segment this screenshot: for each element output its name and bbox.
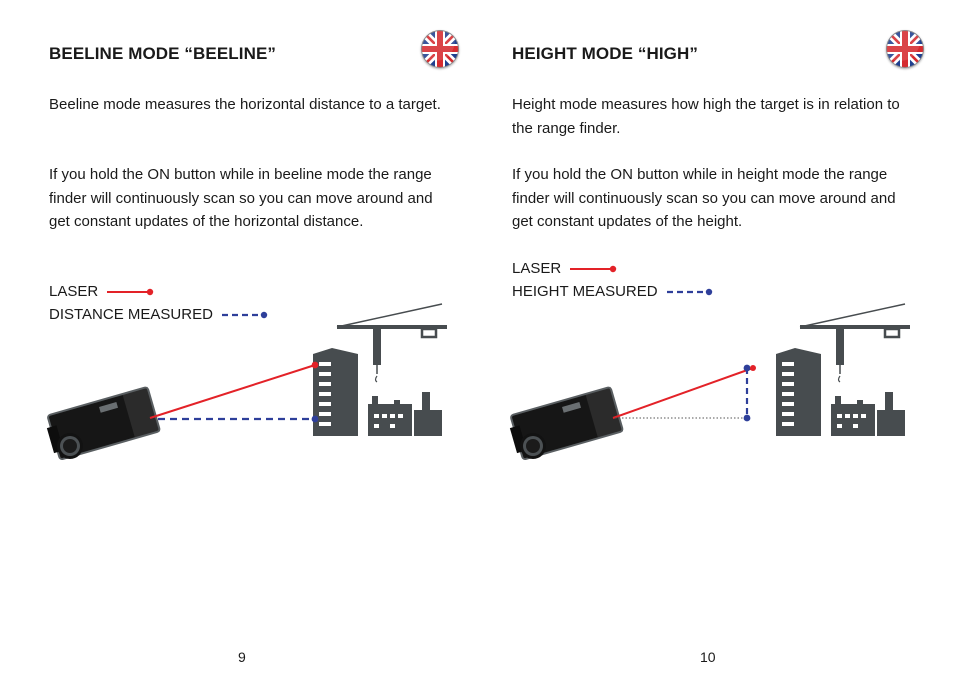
laser-target-point xyxy=(312,362,319,369)
beeline-illustration xyxy=(40,290,460,470)
height-illustration xyxy=(503,290,923,470)
intro-paragraph: Height mode measures how high the target is in relation to the range finder. xyxy=(512,96,900,137)
rangefinder-icon xyxy=(507,387,623,461)
legend-laser xyxy=(512,257,715,280)
page-number: 9 xyxy=(238,649,246,665)
rangefinder-icon xyxy=(44,387,160,461)
page-number: 10 xyxy=(700,649,716,665)
laser-line-icon xyxy=(570,264,618,274)
distance-end-point xyxy=(312,416,319,423)
laser-target-point xyxy=(750,365,756,371)
uk-flag-icon xyxy=(886,30,924,68)
laser-beam xyxy=(150,365,315,418)
page-right xyxy=(477,0,954,690)
cityscape-icon xyxy=(776,304,910,436)
laser-beam xyxy=(613,368,753,418)
page-title: HEIGHT MODE “HIGH” xyxy=(512,44,698,63)
legend-measured-label: DISTANCE MEASURED xyxy=(49,306,213,323)
legend-measured-label: HEIGHT MEASURED xyxy=(512,283,658,300)
height-top-point xyxy=(744,365,751,372)
cityscape-icon xyxy=(313,304,447,436)
uk-flag-icon xyxy=(421,30,459,68)
height-bottom-point xyxy=(744,415,751,422)
intro-paragraph: Beeline mode measures the horizontal distance to a target. xyxy=(49,96,441,113)
instruction-paragraph: If you hold the ON button while in height mode the range finder will continuously scan so you can move around and get constant updates of the height. xyxy=(512,166,896,230)
page-title: BEELINE MODE “BEELINE” xyxy=(49,44,277,63)
legend-laser-label: LASER xyxy=(49,283,99,300)
instruction-paragraph: If you hold the ON button while in beeline mode the range finder will continuously scan so you can move around and get constant updates of the horizontal distance. xyxy=(49,166,433,230)
legend-laser-label: LASER xyxy=(512,260,562,277)
